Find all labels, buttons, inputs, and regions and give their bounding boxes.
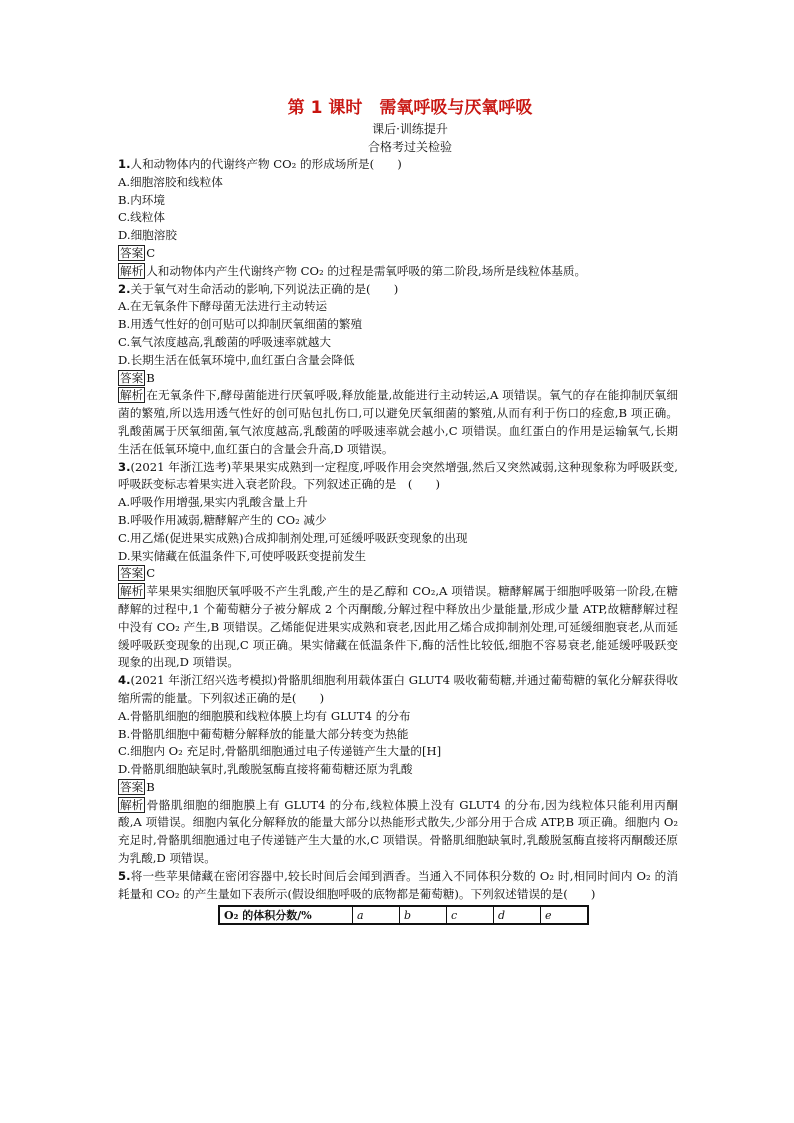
analysis-tag: 解析: [120, 797, 144, 812]
option-b: B.用透气性好的创可贴可以抑制厌氧细菌的繁殖: [118, 317, 363, 332]
question-stem: 将一些苹果储藏在密闭容器中,较长时间后会闻到酒香。当通入不同体积分数的 O₂ 时,相同时间内 O₂ 的消耗量和 CO₂ 的产生量如下表所示(假设细胞呼吸的底物都是葡萄糖)。下列叙述错误的是( ): [118, 868, 678, 901]
option-b: B.内环境: [118, 192, 165, 207]
question-number: 2.: [118, 281, 131, 296]
question-stem: (2021 年浙江绍兴选考模拟)骨骼肌细胞利用载体蛋白 GLUT4 吸收葡萄糖,并通过葡萄糖的氧化分解获得收缩所需的能量。下列叙述正确的是( ): [118, 673, 678, 705]
question-number: 3.: [118, 459, 131, 474]
table-cell: b: [400, 906, 447, 924]
answer-value: C: [146, 245, 156, 260]
page-title: 第 1 课时 需氧呼吸与厌氧呼吸: [287, 98, 533, 118]
table-cell: e: [541, 906, 589, 924]
question-stem: 关于氧气对生命活动的影响,下列说法正确的是( ): [130, 281, 399, 296]
option-c: C.线粒体: [118, 210, 165, 225]
option-c: C.细胞内 O₂ 充足时,骨骼肌细胞通过电子传递链产生大量的[H]: [118, 744, 442, 759]
option-b: B.呼吸作用减弱,糖酵解产生的 CO₂ 减少: [118, 512, 327, 527]
table-cell: c: [447, 906, 494, 924]
answer-value: B: [146, 779, 155, 794]
option-a: A.骨骼肌细胞的细胞膜和线粒体膜上均有 GLUT4 的分布: [118, 708, 411, 723]
question-number: 4.: [118, 673, 131, 688]
analysis-tag: 解析: [120, 263, 144, 278]
question-number: 1.: [118, 157, 131, 171]
option-d: D.骨骼肌细胞缺氧时,乳酸脱氢酶直接将葡萄糖还原为乳酸: [118, 762, 413, 777]
question-stem: (2021 年浙江选考)苹果果实成熟到一定程度,呼吸作用会突然增强,然后又突然减弱,这种现象称为呼吸跃变,呼吸跃变标志着果实进入衰老阶段。下列叙述正确的是 ( ): [118, 459, 678, 492]
option-c: C.氧气浓度越高,乳酸菌的呼吸速率就越大: [118, 334, 331, 349]
question-5: [118, 868, 678, 926]
option-d: D.细胞溶胶: [118, 228, 177, 243]
analysis-text: 苹果果实细胞厌氧呼吸不产生乳酸,产生的是乙醇和 CO₂,A 项错误。糖酵解属于细胞呼吸第一阶段,在糖酵解的过程中,1 个葡萄糖分子被分解成 2 个丙酮酸,分解过程中释放出少量能量,形成少量 ATP,故糖酵解过程中没有 CO₂ 产生,B 项错误。乙烯能促进果实成熟和衰老,因此用乙烯合成抑制剂处理,可延缓细胞衰老,从而延缓呼吸跃变现象的出现,C 项正确。果实储藏在低温条件下,酶的活性比较低,细胞不容易衰老,能延缓呼吸跃变现象的出现,D 项错误。: [118, 584, 678, 670]
option-b: B.骨骼肌细胞中葡萄糖分解释放的能量大部分转变为热能: [118, 726, 409, 741]
question-3: [118, 459, 678, 673]
answer-value: B: [146, 370, 155, 385]
section-label: 合格考过关检验: [367, 140, 452, 154]
option-a: A.细胞溶胶和线粒体: [118, 174, 223, 189]
option-d: D.果实储藏在低温条件下,可使呼吸跃变提前发生: [118, 548, 367, 563]
answer-tag: 答案: [120, 370, 144, 385]
answer-tag: 答案: [120, 566, 144, 581]
analysis-text: 骨骼肌细胞的细胞膜上有 GLUT4 的分布,线粒体膜上没有 GLUT4 的分布,因为线粒体只能利用丙酮酸,A 项错误。细胞内氧化分解释放的能量大部分以热能形式散失,少部分用于合成 ATP,B 项正确。细胞内 O₂ 充足时,骨骼肌细胞通过电子传递链产生大量的水,C 项错误。骨骼肌细胞缺氧时,乳酸脱氢酶直接将丙酮酸还原为乳酸,D 项错误。: [118, 797, 678, 866]
question-2: [118, 281, 678, 459]
table-header-cell: O₂ 的体积分数/%: [219, 906, 353, 924]
table-row: [219, 906, 588, 924]
question-stem: 人和动物体内的代谢终产物 CO₂ 的形成场所是( ): [130, 157, 402, 171]
answer-value: C: [146, 566, 156, 581]
option-a: A.呼吸作用增强,果实内乳酸含量上升: [118, 495, 308, 510]
data-table: [218, 905, 589, 925]
question-4: [118, 672, 678, 868]
worksheet-page: [118, 96, 678, 925]
table-cell: a: [353, 906, 400, 924]
answer-tag: 答案: [120, 779, 144, 794]
option-c: C.用乙烯(促进果实成熟)合成抑制剂处理,可延缓呼吸跃变现象的出现: [118, 530, 468, 545]
question-number: 5.: [118, 868, 131, 883]
analysis-tag: 解析: [120, 584, 144, 599]
option-a: A.在无氧条件下酵母菌无法进行主动转运: [118, 299, 328, 314]
analysis-text: 人和动物体内产生代谢终产物 CO₂ 的过程是需氧呼吸的第二阶段,场所是线粒体基质。: [146, 263, 587, 278]
section-subtitle: 课后·训练提升: [372, 122, 448, 136]
option-d: D.长期生活在低氧环境中,血红蛋白含量会降低: [118, 352, 355, 367]
analysis-tag: 解析: [120, 388, 144, 403]
table-cell: d: [494, 906, 541, 924]
answer-tag: 答案: [120, 245, 144, 260]
question-1: [118, 156, 678, 281]
analysis-text: 在无氧条件下,酵母菌能进行厌氧呼吸,释放能量,故能进行主动转运,A 项错误。氧气的存在能抑制厌氧细菌的繁殖,所以选用透气性好的创可贴包扎伤口,可以避免厌氧细菌的繁殖,从而有利于伤口的痊愈,B 项正确。乳酸菌属于厌氧细菌,氧气浓度越高,乳酸菌的呼吸速率就会越小,C 项错误。血红蛋白的作用是运输氧气,长期生活在低氧环境中,血红蛋白的含量会升高,D 项错误。: [118, 388, 678, 456]
